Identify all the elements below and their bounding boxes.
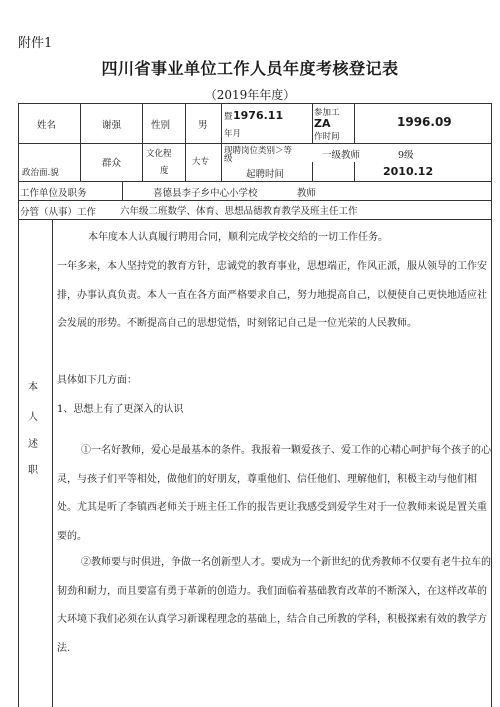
duty-value: 六年级二班数学、体育、思想品德教育教学及班主任工作 bbox=[120, 206, 358, 217]
statement-divider bbox=[52, 219, 53, 707]
col-divider bbox=[312, 162, 313, 181]
post-type-label-2: 级 bbox=[224, 154, 233, 164]
statement-paragraph: ①一名好教师，爱心是最基本的条件。我报着一颗爱孩子、爱工作的心精心呵护每个孩子的心灵，与孩子们平等相处，做他们的好朋友，尊重他们、信任他们、理解他们，积极主动与他们相处。尤其是听了李镇西老师关于班主任工作的报告更让我感受到爱学生对于一位教师来说是置关重要的。 bbox=[57, 445, 491, 542]
col-divider bbox=[354, 103, 355, 143]
table-border-right bbox=[491, 103, 492, 707]
name-value: 谢强 bbox=[102, 120, 122, 131]
birth-label-top: 暨 bbox=[224, 112, 233, 122]
education-value: 大专 bbox=[192, 157, 210, 167]
statement-paragraph: 本年度本人认真履行聘用合同，顺利完成学校交给的一切工作任务。 bbox=[88, 232, 388, 243]
political-label: 政治面.貌 bbox=[22, 168, 59, 178]
statement-side-label: 人 bbox=[28, 412, 38, 423]
table-border-top bbox=[18, 103, 492, 104]
workstart-label-top: 参加工 bbox=[314, 108, 340, 118]
gender-value: 男 bbox=[198, 120, 208, 131]
row-divider bbox=[18, 181, 492, 182]
col-divider bbox=[354, 162, 355, 181]
statement-paragraph: ②教师要与时俱进，争做一名创新型人才。要成为一个新世纪的优秀教师不仅要有老牛拉车的韧劲和耐力，而且要富有勇于革新的创造力。我们面临着基础教育改革的不断深入，在这样改革的大环境下我们必须在认真学习新课程理念的基础上，结合自己所教的学科，积极探索有效的教学方法. bbox=[57, 557, 491, 654]
col-divider bbox=[185, 103, 186, 181]
hire-time-label: 起聘时间 bbox=[246, 169, 285, 180]
statement-paragraph: 1、思想上有了更深入的认识 bbox=[57, 404, 184, 415]
education-label-1: 文化程 bbox=[146, 149, 172, 159]
workstart-mark: ZA bbox=[314, 117, 331, 130]
row-divider bbox=[18, 219, 492, 220]
statement-side-label: 本 bbox=[28, 382, 38, 393]
political-value: 群众 bbox=[102, 158, 122, 169]
statement-side-label: 述 bbox=[28, 439, 38, 450]
statement-side-label: 职 bbox=[28, 465, 38, 476]
position-value: 教师 bbox=[297, 188, 317, 199]
statement-paragraph: 一年多来，本人坚持党的教育方针，忠诚党的教育事业，思想端正，作风正派，服从领导的工作安排，办事认真负责。本人一直在各方面严格要求自己，努力地提高自己，以便使自己更快地适应社会发展的形势。不断提高自己的思想觉悟，时刻铭记自己是一位光荣的人民教师。 bbox=[57, 261, 487, 329]
col-divider bbox=[221, 103, 222, 181]
form-year: （2019年年度） bbox=[204, 88, 296, 102]
birth-value: 1976.11 bbox=[233, 109, 284, 122]
workstart-label-bottom: 作时间 bbox=[314, 132, 340, 142]
table-border-left bbox=[18, 103, 19, 707]
col-divider bbox=[80, 103, 81, 181]
attachment-label: 附件1 bbox=[18, 36, 53, 51]
education-label-2: 度 bbox=[160, 166, 169, 176]
gender-label: 性别 bbox=[151, 120, 171, 131]
hire-time-value: 2010.12 bbox=[383, 165, 434, 178]
birth-label-bottom: 年月 bbox=[224, 129, 242, 139]
col-divider bbox=[142, 103, 143, 181]
statement-paragraph: 具体如下几方面： bbox=[57, 375, 137, 386]
duty-label: 分管（从事）工作 bbox=[20, 207, 97, 218]
form-title: 四川省事业单位工作人员年度考核登记表 bbox=[101, 59, 399, 78]
post-type-label-1: 现聘岗位类别＞等 bbox=[224, 146, 293, 156]
workstart-value: 1996.09 bbox=[397, 115, 452, 129]
row-divider bbox=[18, 200, 492, 201]
post-level: 9级 bbox=[398, 150, 414, 161]
name-label: 姓名 bbox=[37, 120, 57, 131]
unit-label: 工作单位及职务 bbox=[20, 188, 87, 199]
unit-value: 喜德县李子乡中心小学校 bbox=[153, 188, 258, 199]
col-divider bbox=[312, 103, 313, 143]
post-type-value: 一级教师 bbox=[322, 150, 361, 161]
col-divider bbox=[122, 181, 123, 200]
